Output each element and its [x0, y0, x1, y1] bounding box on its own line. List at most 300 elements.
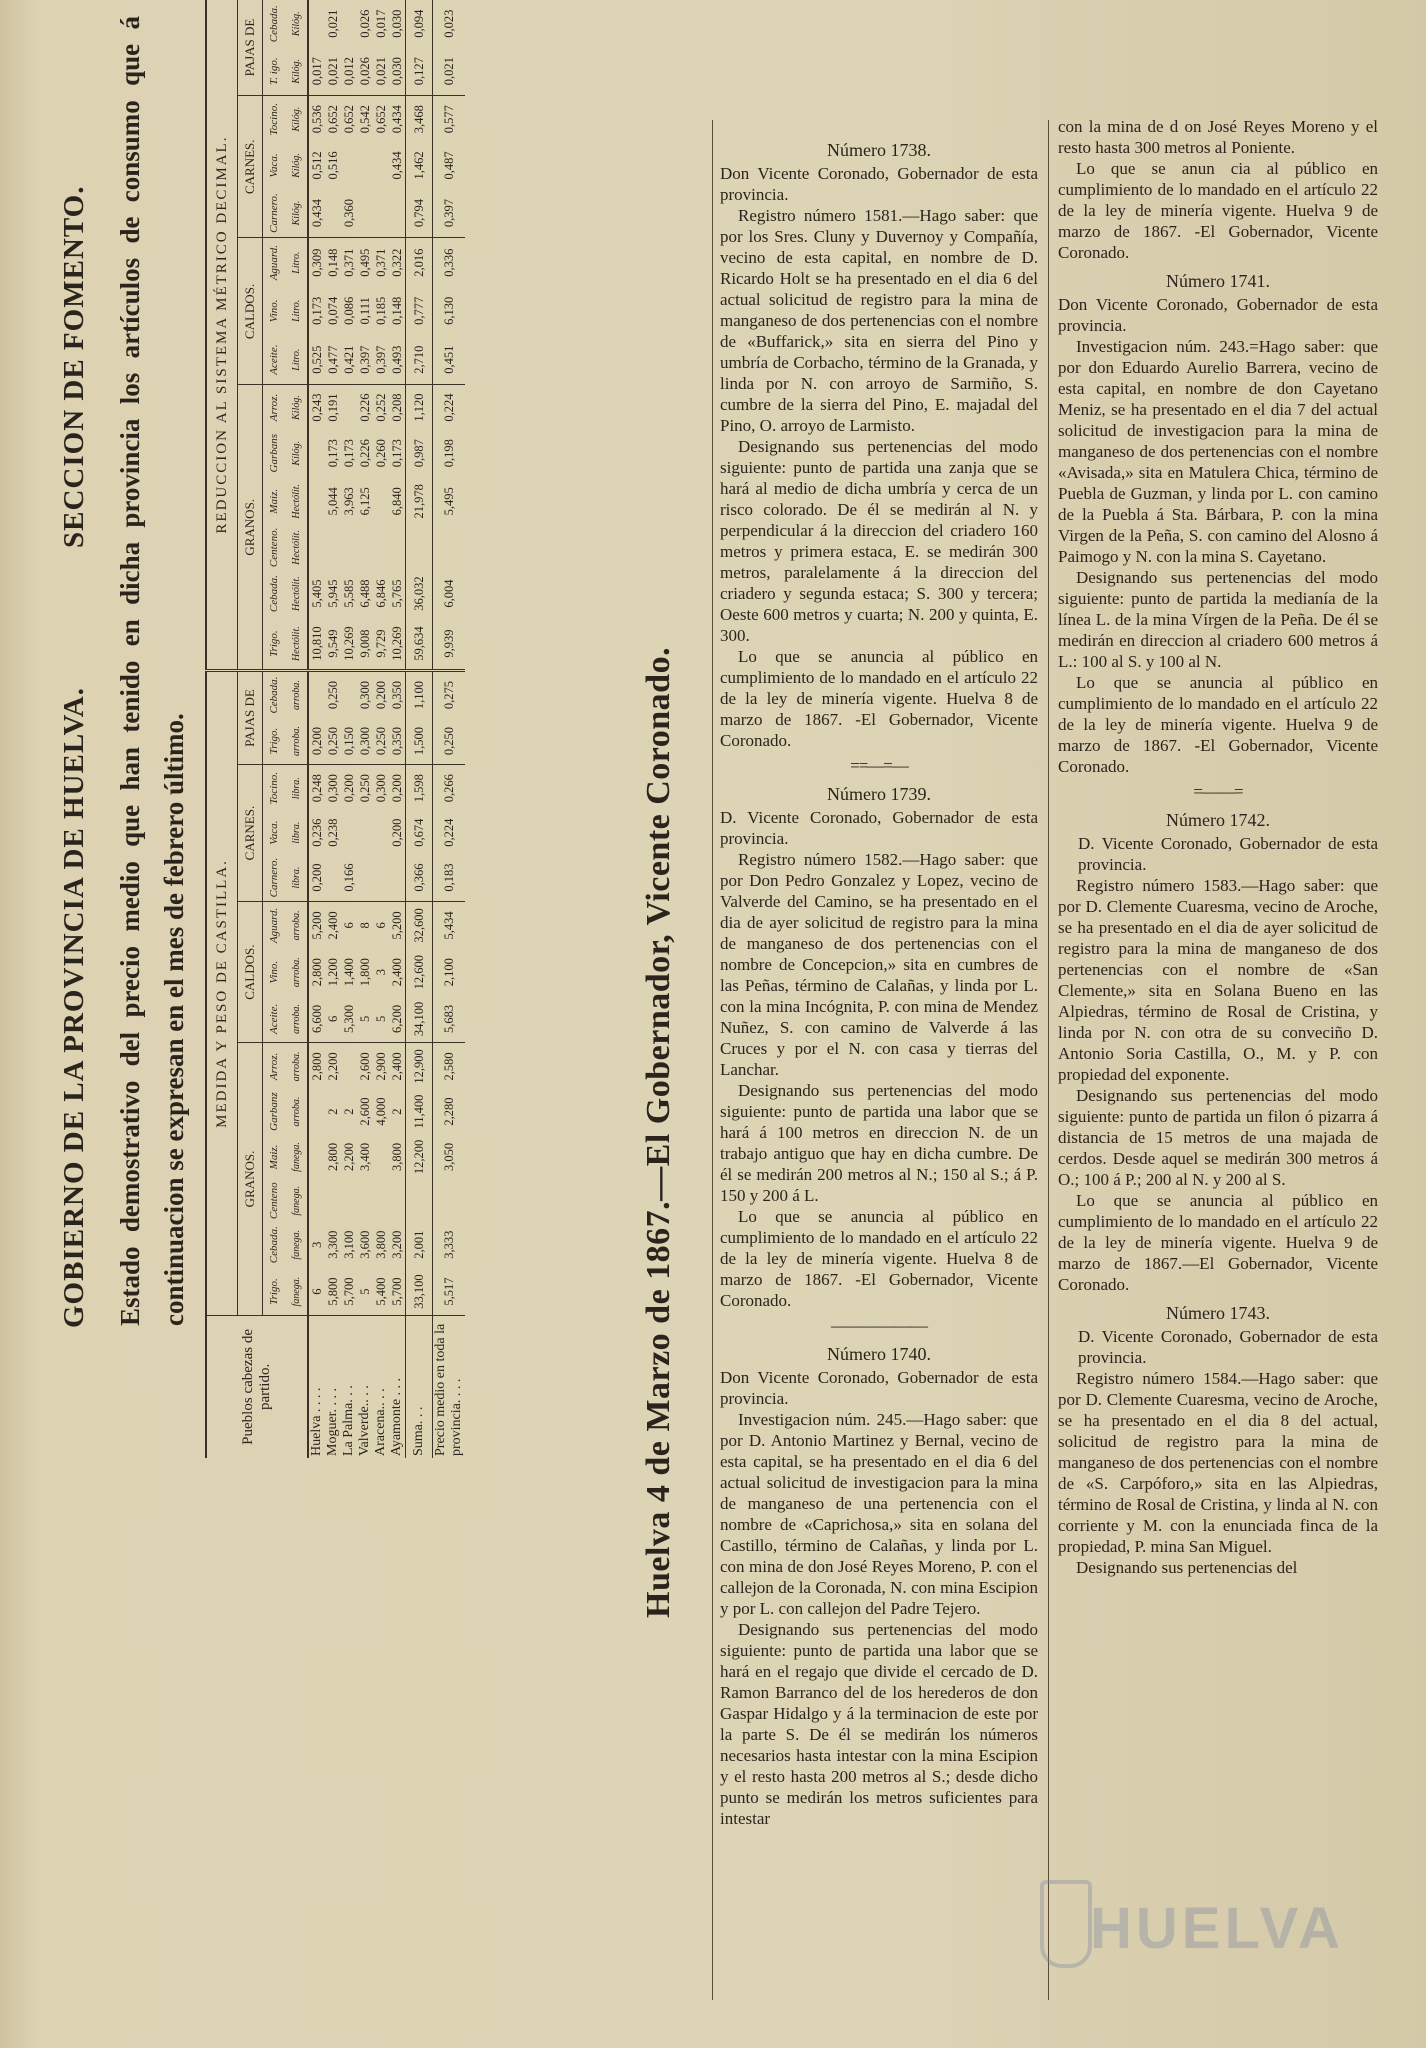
heading-estado: Estado demostrativo del precio medio que han tenido en dicha provincia los artículos de consumo que á continuacion se expresan en el mes de febrero último.	[115, 16, 189, 1326]
col1-paragraph: Investigacion núm. 245.—Hago saber: que por D. Antonio Martinez y Bernal, vecino de esta capital, se ha presentado en el dia 6 del actual solicitud de investigacion para la mina de manganeso de una pertenencia con el nombre de «Caprichosa,» sita en solana del Castillo, término de Calañas, y linda por L. con mina de don José Reyes Moreno, P. con el callejon de la Coronada, N. con mina Escipion y por L. con callejon del Padre Tejero.	[720, 1410, 1038, 1618]
sub-caldos: CALDOS.	[238, 902, 263, 1043]
col1-separator: ==—=—	[850, 756, 908, 775]
col2-notice-number: Número 1742.	[1166, 810, 1270, 830]
table-row	[341, 0, 357, 1458]
cell-m-0: 5	[357, 1268, 373, 1315]
cell-m-2	[308, 1180, 325, 1221]
cell-m-3: 3,800	[390, 1142, 404, 1172]
heading-seccion: SECCION DE FOMENTO.	[58, 185, 90, 548]
cell-r-12: 0,021	[373, 47, 389, 95]
row-label: Valverde.. . .	[357, 1385, 372, 1456]
cell-m-7: 1,800	[358, 958, 372, 987]
col-unit-medida-0: fanega.	[285, 1268, 308, 1315]
col-label-metric-3: Maiz.	[268, 488, 280, 514]
cell-r-2	[325, 526, 341, 569]
cell-m-10: 0,224	[433, 811, 466, 854]
cell-m-7: 3	[374, 969, 388, 976]
cell-r-0: 10,269	[389, 618, 406, 671]
cell-r-0: 59,634	[406, 618, 433, 671]
cell-m-5: 2,600	[358, 1052, 372, 1081]
cell-m-5: 2,200	[326, 1052, 340, 1081]
cell-m-6: 6,600	[308, 996, 325, 1043]
cell-r-12: 0,127	[406, 47, 433, 95]
cell-r-5: 0,191	[326, 393, 340, 422]
cell-r-6: 0,451	[433, 335, 466, 385]
cell-r-4	[308, 430, 325, 477]
col-label-metric-11: Tocino.	[268, 103, 280, 136]
cell-m-4: 2,280	[433, 1090, 466, 1134]
col2-paragraph: Designando sus pertenencias del modo siguiente: punto de partida un filon ó pizarra á distancia de 15 metros de una majada de cerdos. Desde aquel se medirán 300 metros á O.; 100 á P.; 200 al N. y 200 al S.	[1058, 1086, 1378, 1189]
cell-m-9	[389, 854, 406, 902]
cell-m-11: 0,200	[342, 774, 356, 803]
cell-r-13: 0,023	[433, 0, 466, 47]
cell-r-8: 0,309	[310, 248, 324, 277]
cell-m-8: 8	[358, 922, 372, 929]
cell-m-3	[373, 1133, 389, 1180]
cell-r-11: 0,577	[433, 96, 466, 143]
cell-m-11: 0,300	[374, 774, 388, 803]
cell-r-3: 21,978	[406, 477, 433, 526]
col1-paragraph: Lo que se anuncia al público en cumplimiento de lo mandado en el artículo 22 de la ley de minería vigente. Huelva 8 de marzo de 1867. -El Gobernador, Vicente Coronado.	[720, 1207, 1038, 1310]
cell-m-8: 6	[342, 922, 356, 929]
cell-r-2	[433, 526, 466, 569]
cell-m-1: 3,333	[433, 1221, 466, 1268]
cell-m-13	[308, 671, 325, 718]
cell-m-11: 1,598	[406, 765, 433, 812]
cell-r-0: 9,729	[373, 618, 389, 671]
col1-paragraph: Designando sus pertenencias del modo siguiente: punto de partida una labor que se hará á 100 metros en direccion N. de un trabajo antiguo que hay en dicha cumbre. De él se medirán 200 metros al N.; 150 al S.; á P. 150 y 200 á L.	[720, 1081, 1038, 1205]
cell-r-8: 2,016	[406, 238, 433, 287]
cell-m-2	[341, 1180, 357, 1221]
cell-r-2	[357, 526, 373, 569]
col1-notice-number: Número 1740.	[827, 1344, 931, 1364]
cell-m-9: 0,166	[341, 854, 357, 902]
cell-r-5: 0,208	[390, 393, 404, 422]
group-medida: MEDIDA Y PESO DE CASTILLA.	[206, 671, 238, 1316]
sub-caldos-metric: CALDOS.	[238, 238, 263, 385]
col2-paragraph: Don Vicente Coronado, Gobernador de esta provincia.	[1058, 295, 1378, 335]
cell-m-13: 0,300	[358, 681, 372, 710]
cell-m-3: 2,200	[342, 1142, 356, 1172]
col-unit-medida-6: arroba.	[285, 996, 308, 1043]
cell-r-7: 0,111	[358, 297, 372, 325]
column-units-row	[285, 0, 308, 1458]
cell-r-11: 0,652	[342, 105, 356, 134]
cell-m-11: 0,300	[326, 774, 340, 803]
col-label-metric-1: Cebada.	[268, 575, 280, 613]
col-unit-metric-13: Kilóg.	[285, 0, 308, 47]
col-label-medida-9: Carnero.	[263, 854, 286, 902]
table-row	[373, 0, 389, 1458]
row-label: Suma. . .	[406, 1315, 433, 1458]
column-labels-row	[263, 0, 286, 1458]
col-unit-metric-0: Hectólit.	[285, 618, 308, 671]
cell-r-1: 6,846	[374, 579, 388, 608]
cell-m-7: 12,600	[406, 949, 433, 996]
cell-r-4: 0,173	[326, 439, 340, 468]
cell-m-6: 6,200	[389, 996, 406, 1043]
cell-m-1: 2,001	[406, 1221, 433, 1268]
cell-m-4: 2	[390, 1108, 404, 1115]
sub-carnes: CARNES.	[238, 765, 263, 902]
col-unit-medida-3: fanega.	[285, 1133, 308, 1180]
cell-r-10: 0,487	[433, 142, 466, 188]
cell-r-3	[373, 477, 389, 526]
column-rule	[1048, 120, 1049, 2000]
cell-m-8: 5,200	[390, 911, 404, 940]
cell-m-1: 3,800	[374, 1230, 388, 1259]
cell-m-6: 5,683	[433, 996, 466, 1043]
col-label-medida-6: Aceite.	[263, 996, 286, 1043]
col-label-metric-13: Cebada.	[268, 5, 280, 43]
cell-r-6: 0,477	[325, 335, 341, 385]
cell-r-3: 5,495	[433, 477, 466, 526]
cell-r-13	[308, 0, 325, 47]
sub-granos: GRANOS.	[238, 1043, 263, 1316]
cell-m-3: 2,800	[326, 1142, 340, 1172]
cell-r-12: 0,021	[433, 47, 466, 95]
cell-r-4: 0,260	[374, 439, 388, 468]
cell-m-12: 1,500	[406, 718, 433, 765]
col2-paragraph: D. Vicente Coronado, Gobernador de esta provincia.	[1078, 834, 1378, 874]
col-label-medida-11: Tocino.	[268, 772, 280, 805]
cell-r-6: 0,397	[373, 335, 389, 385]
cell-r-2	[389, 526, 406, 569]
cell-m-10: 0,674	[406, 811, 433, 854]
table-row	[325, 0, 341, 1458]
col-unit-metric-2: Hectólit.	[285, 526, 308, 569]
cell-r-9: 0,434	[308, 189, 325, 238]
cell-m-10	[357, 811, 373, 854]
cell-r-7: 0,148	[390, 296, 404, 325]
cell-r-4: 0,226	[358, 439, 372, 468]
cell-m-11: 0,266	[433, 765, 466, 812]
cell-r-10: 0,434	[390, 151, 404, 180]
cell-m-5: 12,900	[406, 1043, 433, 1090]
cell-m-6: 5	[373, 996, 389, 1043]
col-unit-metric-9: Kilóg.	[285, 189, 308, 238]
cell-r-2	[406, 526, 433, 569]
row-label: Moguer. . . .	[325, 1387, 340, 1456]
cell-r-6: 2,710	[406, 335, 433, 385]
cell-r-10: 0,516	[326, 151, 340, 180]
cell-r-12: 0,030	[389, 47, 406, 95]
cell-m-12: 0,250	[373, 718, 389, 765]
col-unit-metric-8: Litro.	[285, 238, 308, 287]
col-label-medida-3: Maiz.	[268, 1144, 280, 1170]
cell-m-7: 2,400	[390, 958, 404, 987]
row-label: La Palma. . .	[341, 1385, 356, 1456]
cell-m-9: 0,183	[433, 854, 466, 902]
cell-r-10: 1,462	[406, 142, 433, 188]
cell-r-13: 0,094	[406, 0, 433, 47]
col1-paragraph: Registro número 1581.—Hago saber: que por los Sres. Cluny y Duvernoy y Compañía, vecino de esta capital, en nombre de D. Ricardo Holt se ha presentado en el dia 6 del actual solicitud de registro para la mina de manganeso de dos pertenencias con el nombre de «Buffarick,» sita en sierra del Pino y umbría de Corbacho, término de la Granada, y linda por N. con arroyo de Sarmiño, S. cumbre de la sierra del Pino, E. majadal del Pino, O. arroyo de Larmisto.	[720, 206, 1038, 435]
cell-r-0: 9,939	[433, 618, 466, 671]
col-unit-metric-12: Kilóg.	[285, 47, 308, 95]
cell-r-8: 0,322	[390, 248, 404, 277]
cell-m-4: 11,400	[406, 1090, 433, 1134]
row-label: Precio medio en toda la provincia. . . .	[433, 1315, 466, 1458]
cell-r-5: 0,226	[358, 393, 372, 422]
cell-m-9	[373, 854, 389, 902]
cell-m-4: 2	[342, 1108, 356, 1115]
cell-m-12: 0,300	[357, 718, 373, 765]
col-label-metric-9: Carnero.	[263, 189, 286, 238]
cell-r-0: 10,269	[341, 618, 357, 671]
cell-m-9: 0,200	[308, 854, 325, 902]
table-row	[389, 0, 406, 1458]
cell-r-12: 0,026	[357, 47, 373, 95]
cell-m-11: 0,248	[310, 774, 324, 803]
pueblos-header: Pueblos cabezas de partido.	[206, 1315, 308, 1458]
cell-r-4: 0,173	[342, 439, 356, 468]
col-unit-medida-7: arroba.	[285, 949, 308, 996]
col-label-medida-2: Centeno	[268, 1182, 280, 1220]
col-unit-medida-9: libra.	[285, 854, 308, 902]
row-label: Ayamonte . . .	[389, 1377, 404, 1456]
col-unit-medida-4: arroba.	[285, 1090, 308, 1134]
cell-r-2	[308, 526, 325, 569]
col-unit-medida-1: fanega.	[285, 1221, 308, 1268]
cell-m-10	[373, 811, 389, 854]
cell-m-4: 2	[326, 1108, 340, 1115]
cell-m-6: 5,300	[341, 996, 357, 1043]
cell-m-1: 3	[310, 1241, 324, 1248]
cell-r-8: 0,371	[342, 248, 356, 277]
cell-m-4	[308, 1090, 325, 1134]
cell-m-13: 1,100	[406, 671, 433, 718]
cell-m-4: 4,000	[374, 1097, 388, 1126]
cell-m-8: 6	[374, 922, 388, 929]
cell-m-5	[341, 1043, 357, 1090]
cell-m-3: 3,050	[433, 1133, 466, 1180]
cell-r-5: 0,252	[374, 393, 388, 422]
cell-r-1: 6,004	[433, 569, 466, 618]
cell-m-9	[325, 854, 341, 902]
cell-m-8: 5,200	[310, 911, 324, 940]
col-label-medida-5: Arroz.	[268, 1052, 280, 1081]
col2-paragraph: Designando sus pertenencias del modo siguiente: punto de partida la medianía de la línea L. de la mina Vírgen de la Peña. De él se medirán en direccion al criadero 600 metros á L.: 100 al S. y 100 al N.	[1058, 568, 1378, 671]
cell-r-2	[373, 526, 389, 569]
cell-r-11: 0,652	[374, 105, 388, 134]
cell-r-6: 0,493	[389, 335, 406, 385]
cell-r-0: 9,549	[325, 618, 341, 671]
col-label-metric-10: Vaca.	[268, 153, 280, 178]
sub-carnes-metric: CARNES.	[238, 96, 263, 238]
cell-r-3	[308, 477, 325, 526]
cell-m-9: 0,366	[406, 854, 433, 902]
cell-r-9: 0,794	[406, 189, 433, 238]
col-label-metric-0: Trigo.	[263, 618, 286, 671]
col2-paragraph: D. Vicente Coronado, Gobernador de esta provincia.	[1078, 1327, 1378, 1367]
cell-m-13: 0,250	[326, 681, 340, 710]
col-label-medida-8: Aguard.	[268, 907, 280, 944]
cell-r-6: 0,421	[341, 335, 357, 385]
rotated-table-section	[0, 0, 700, 2048]
table-row	[433, 0, 466, 1458]
col-unit-medida-5: arroba.	[285, 1043, 308, 1090]
cell-r-7: 6,130	[433, 287, 466, 335]
cell-r-8: 0,495	[358, 248, 372, 277]
row-label: Aracena.. . .	[373, 1388, 388, 1456]
cell-r-9	[389, 189, 406, 238]
col-label-metric-8: Aguard.	[268, 244, 280, 281]
col-unit-metric-3: Hectólit.	[285, 477, 308, 526]
group-reduccion: REDUCCION AL SISTEMA MÉTRICO DECIMAL.	[206, 0, 238, 671]
cell-m-1: 3,600	[358, 1230, 372, 1259]
col-unit-metric-7: Litro.	[285, 287, 308, 335]
cell-m-3	[308, 1133, 325, 1180]
cell-r-4: 0,173	[390, 439, 404, 468]
col-unit-medida-2: fanega.	[285, 1180, 308, 1221]
col1-separator: ——————	[831, 1316, 927, 1335]
col-unit-metric-5: Kilóg.	[285, 385, 308, 430]
col1-notice-number: Número 1738.	[827, 140, 931, 160]
col1-notice-number: Número 1739.	[827, 784, 931, 804]
watermark: HUELVA	[1090, 1896, 1344, 1961]
cell-r-7: 0,173	[310, 296, 324, 325]
cell-m-2	[325, 1180, 341, 1221]
col-label-medida-12: Trigo.	[263, 718, 286, 765]
cell-r-13	[341, 0, 357, 47]
cell-m-9	[357, 854, 373, 902]
col1-paragraph: D. Vicente Coronado, Gobernador de esta provincia.	[720, 808, 1038, 848]
cell-m-10: 0,200	[390, 818, 404, 847]
cell-m-0: 5,800	[325, 1268, 341, 1315]
sub-granos-metric: GRANOS.	[238, 385, 263, 671]
col2-separator: =——=	[1193, 782, 1243, 801]
col1-paragraph: Don Vicente Coronado, Gobernador de esta provincia.	[720, 1368, 1038, 1408]
cell-r-11: 0,434	[390, 105, 404, 134]
cell-r-8: 0,371	[374, 248, 388, 277]
sub-pajas-metric: PAJAS DE	[238, 0, 263, 96]
cell-m-13: 0,350	[390, 681, 404, 710]
row-label: Huelva . . . .	[309, 1387, 324, 1456]
cell-r-11: 0,542	[358, 105, 372, 134]
cell-m-12: 0,250	[325, 718, 341, 765]
cell-r-13: 0,030	[390, 9, 404, 38]
column-rule	[712, 120, 713, 2000]
cell-m-5: 2,800	[310, 1052, 324, 1081]
cell-m-2	[406, 1180, 433, 1221]
cell-m-1: 3,200	[390, 1230, 404, 1259]
cell-r-9	[357, 189, 373, 238]
cell-r-2	[341, 526, 357, 569]
cell-m-2	[389, 1180, 406, 1221]
col2-notice-number: Número 1743.	[1166, 1303, 1270, 1323]
col-label-medida-7: Vino.	[268, 960, 280, 984]
cell-r-1: 6,488	[358, 579, 372, 608]
cell-m-0: 5,700	[389, 1268, 406, 1315]
text-column-1	[720, 132, 1038, 1829]
cell-r-4: 0,198	[433, 430, 466, 477]
cell-m-10: 0,238	[326, 818, 340, 847]
col-unit-medida-10: libra.	[285, 811, 308, 854]
cell-r-3: 5,044	[326, 487, 340, 516]
cell-r-0: 9,008	[357, 618, 373, 671]
cell-m-0: 5,517	[433, 1268, 466, 1315]
cell-r-13: 0,021	[326, 9, 340, 38]
cell-m-8: 32,600	[406, 902, 433, 949]
cell-r-6: 0,397	[357, 335, 373, 385]
cell-m-12: 0,350	[389, 718, 406, 765]
col1-paragraph: Designando sus pertenencias del modo siguiente: punto de partida una labor que se hará en el regajo que divide el cercado de D. Ramon Barranco del de los herederos de don Gaspar Hidalgo y á la terminacion de este por la parte S. De él se medirán los números necesarios hasta intestar con la mina Escipion y el resto hasta 200 metros al S.; desde dicho punto se medirán los metros suficientes para intestar	[720, 1620, 1038, 1828]
col2-paragraph: Registro número 1584.—Hago saber: que por D. Clemente Cuaresma, vecino de Aroche, se ha presentado en el dia 8 del actual, solicitud de registro para la mina de manganeso de dos pertenencias con el nombre de «S. Carpóforo,» sita en las Alpiedras, término de Rosal de Cristina, y linda al N. con corriente y M. con la enunciada finca de la propiedad, P. mina San Miguel.	[1058, 1369, 1378, 1556]
cell-m-2	[357, 1180, 373, 1221]
col-label-medida-4: Garbanz	[268, 1092, 280, 1131]
sub-pajas: PAJAS DE	[238, 671, 263, 765]
cell-r-1: 5,405	[310, 579, 324, 608]
cell-m-11: 0,250	[358, 774, 372, 803]
cell-r-11: 3,468	[406, 96, 433, 143]
cell-r-6: 0,525	[308, 335, 325, 385]
cell-r-5: 0,224	[433, 385, 466, 430]
table-row	[406, 0, 433, 1458]
cell-r-10	[341, 142, 357, 188]
table-body	[308, 0, 465, 1458]
col-label-medida-10: Vaca.	[268, 820, 280, 845]
col-unit-metric-6: Litro.	[285, 335, 308, 385]
cell-m-12: 0,250	[433, 718, 466, 765]
col-unit-metric-1: Hectólit.	[285, 569, 308, 618]
cell-r-13: 0,017	[374, 9, 388, 38]
cell-r-11: 0,536	[310, 105, 324, 134]
cell-m-3: 12,200	[406, 1133, 433, 1180]
cell-m-4: 2,600	[358, 1097, 372, 1126]
cell-m-2	[373, 1180, 389, 1221]
cell-m-13: 0,275	[433, 671, 466, 718]
col-label-medida-0: Trigo.	[263, 1268, 286, 1315]
cell-r-0: 10,810	[308, 618, 325, 671]
cell-r-12: 0,021	[325, 47, 341, 95]
cell-m-7: 2,100	[433, 949, 466, 996]
cell-r-7: 0,074	[326, 296, 340, 325]
cell-m-12: 0,150	[341, 718, 357, 765]
cell-r-1: 36,032	[406, 569, 433, 618]
cell-m-1: 3,300	[326, 1230, 340, 1259]
cell-r-12: 0,012	[341, 47, 357, 95]
col-unit-metric-10: Kilóg.	[285, 142, 308, 188]
col2-paragraph: Designando sus pertenencias del	[1076, 1558, 1298, 1577]
cell-m-0: 33,100	[406, 1268, 433, 1315]
table-row	[308, 0, 325, 1458]
price-table	[205, 0, 465, 1458]
cell-m-8: 2,400	[326, 911, 340, 940]
cell-r-1: 5,765	[390, 579, 404, 608]
cell-m-3: 3,400	[358, 1142, 372, 1172]
cell-r-8: 0,148	[326, 248, 340, 277]
cell-m-11: 0,200	[390, 774, 404, 803]
cell-m-7: 1,400	[342, 958, 356, 987]
cell-m-5: 2,400	[390, 1052, 404, 1081]
cell-m-7: 2,800	[310, 958, 324, 987]
cell-r-4: 0,987	[406, 430, 433, 477]
col-unit-metric-4: Kilóg.	[285, 430, 308, 477]
cell-r-10	[373, 142, 389, 188]
col2-paragraph: Investigacion núm. 243.=Hago saber: que por don Eduardo Aurelio Barrera, vecino de esta capital, en nombre de don Cayetano Meniz, se ha presentado en el dia 7 del actual solicitud de investigacion para la mina de manganeso de dos pertenencias con el nombre «Avisada,» sita en Matulera Chica, término de Puebla de Guzman, y linda por L. con camino de la Puebla á Sta. Bárbara, P. con la mina Virgen de la Peña, S. con camino del Alosno á Paimogo y N. con la mina S. Cayetano.	[1058, 337, 1378, 566]
cell-m-10	[341, 811, 357, 854]
cell-r-7: 0,185	[374, 296, 388, 325]
col-label-metric-4: Garbans	[268, 433, 280, 473]
watermark-shield-icon	[1040, 1880, 1092, 1968]
cell-m-0: 5,700	[341, 1268, 357, 1315]
col-label-medida-1: Cebada.	[268, 1226, 280, 1264]
col-label-metric-6: Aceite.	[263, 335, 286, 385]
cell-r-1: 5,585	[342, 579, 356, 608]
col2-paragraph: Registro número 1583.—Hago saber: que por D. Clemente Cuaresma, vecino de Aroche, se ha presentado en el dia de ayer solicitud de registro para la mina de manganeso de dos pertenencias con el nombre de «San Clemente,» sita en Solana Bueno en las Alpiedras, término de Rosal de Cristina, y linda por N. con otra de su conveciño D. Antonio Soria Castilla, O., M. y P. con propiedad del exponente.	[1058, 876, 1378, 1084]
col2-notice-number: Número 1741.	[1166, 271, 1270, 291]
cell-m-5: 2,900	[374, 1052, 388, 1081]
